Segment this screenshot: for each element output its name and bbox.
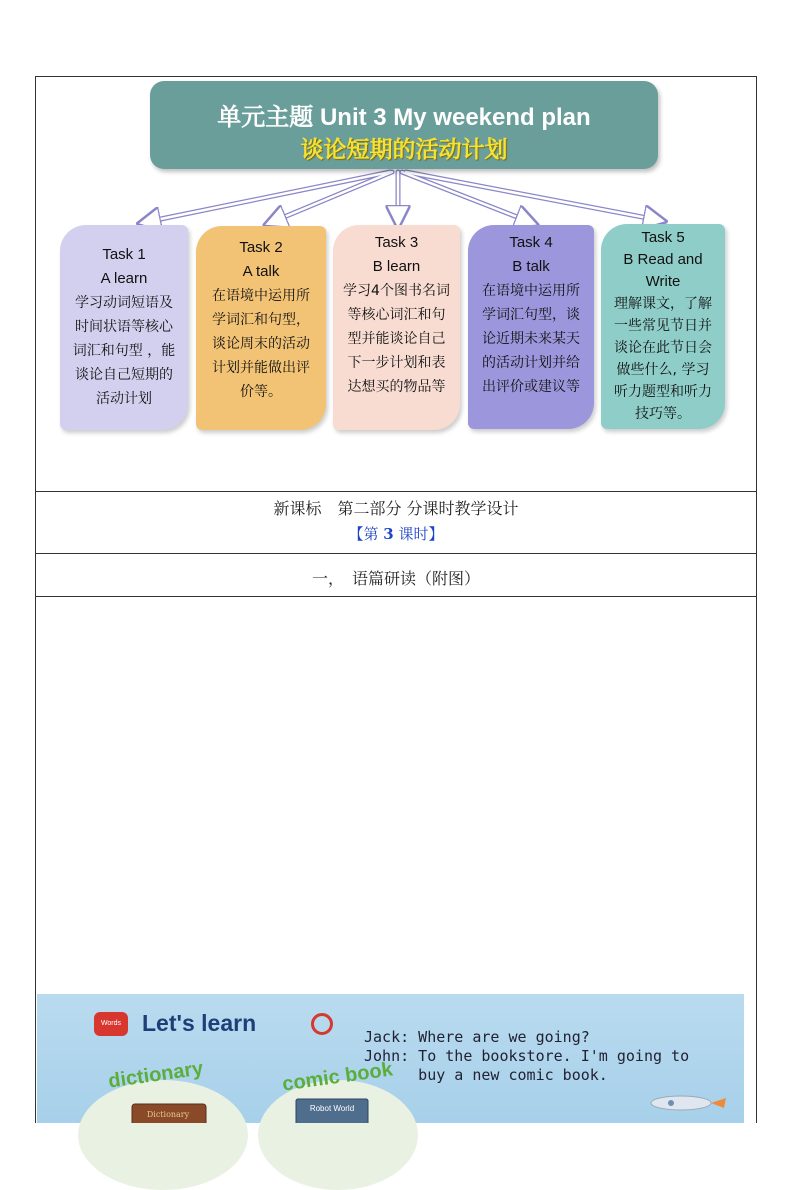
task-card-4 (468, 225, 594, 429)
table-divider (35, 491, 757, 492)
part-title: 一， 语篇研读（附图） (311, 569, 480, 588)
task-title: Task 2 (239, 239, 283, 256)
headphones-icon (311, 1013, 333, 1035)
task-card-2 (196, 226, 326, 430)
task-card-1 (60, 225, 188, 430)
unit-theme-title: 单元主题 Unit 3 My weekend plan (217, 104, 591, 131)
task-card-5 (601, 224, 725, 429)
table-divider (35, 553, 757, 554)
comic-book-icon (294, 1097, 374, 1123)
lesson-open: 【第 (348, 525, 379, 543)
lesson-close: 课时】 (398, 525, 444, 543)
task-subtitle: B Read and Write (623, 251, 703, 290)
unit-theme-subtitle: 谈论短期的活动计划 (300, 137, 508, 163)
dialog-line-3: buy a new comic book. (364, 1066, 608, 1084)
dictionary-picture-circle (78, 1080, 248, 1190)
task-title: Task 1 (102, 246, 146, 263)
task-subtitle: A talk (242, 263, 280, 280)
task-subtitle: B learn (372, 258, 421, 275)
comic-book-title: Robot World (309, 1104, 355, 1113)
task-description: 学习4个图书名词 等核心词汇和句 型并能谈论自己 下一步计划和表 达想买的物品等 (343, 283, 450, 395)
word-comic-book: comic book (280, 1058, 395, 1096)
lesson-number-line (35, 523, 757, 544)
word-dictionary: dictionary (106, 1057, 205, 1093)
task-title: Task 4 (509, 234, 553, 251)
task-title: Task 5 (641, 229, 685, 246)
task-card-3 (333, 225, 460, 430)
task-description: 在语境中运用所 学词汇和句型， 谈论周末的活动 计划并能做出评 价等。 (212, 288, 310, 400)
words-badge: Words (94, 1012, 128, 1036)
dictionary-book-icon (130, 1100, 210, 1123)
task-description: 学习动词短语及 时间状语等核心 词汇和句型 ，能 谈论自己短期的 活动计划 (72, 295, 176, 407)
dialog-line-2: John: To the bookstore. I'm going to (364, 1047, 690, 1065)
lesson-number: 3 (383, 525, 394, 543)
dictionary-cover-text: Dictionary (146, 1110, 190, 1119)
task-subtitle: B talk (512, 258, 550, 275)
lets-learn-heading: Let's learn (142, 1010, 257, 1036)
unit-theme-banner (150, 81, 658, 169)
dialog-line-1: Jack: Where are we going? (364, 1028, 590, 1046)
task-description: 理解课文，了解 一些常见节日并 谈论在此节日会 做些什么, 学习 听力题型和听力 技巧等。 (614, 296, 712, 422)
rocket-icon (636, 1088, 736, 1118)
task-subtitle: A learn (100, 270, 148, 287)
task-title: Task 3 (374, 234, 419, 251)
table-divider (35, 596, 757, 597)
task-description: 在语境中运用所 学词汇句型，谈 论近期未来某天 的活动计划并给 出评价或建议等 (482, 283, 580, 395)
section-heading: 新课标 第二部分 分课时教学设计 (273, 499, 519, 518)
